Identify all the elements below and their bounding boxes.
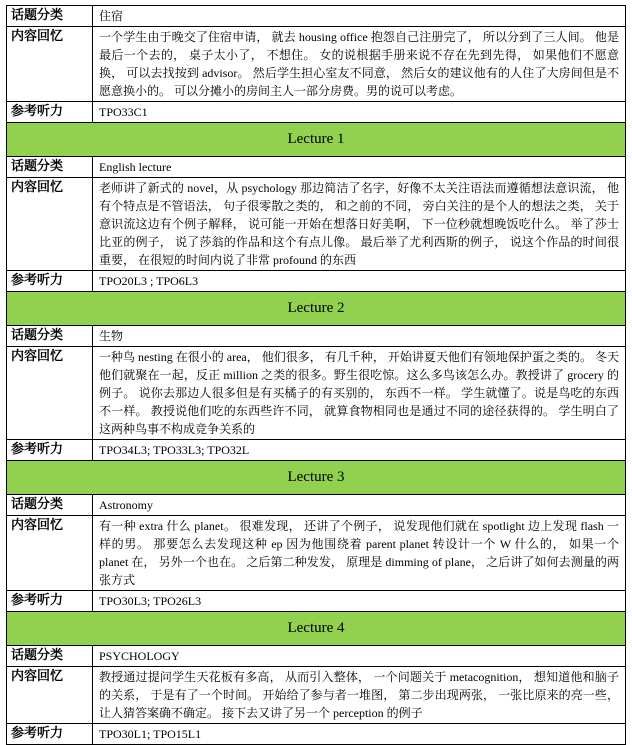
conversation-content-row — [7, 27, 626, 102]
topic-label: 话题分类 — [7, 6, 93, 27]
lecture-2-header — [7, 292, 626, 326]
lecture-2-content-row — [7, 347, 626, 440]
conversation-reference: TPO33C1 — [93, 102, 626, 123]
conversation-topic-row — [7, 6, 626, 27]
lecture-topic: PSYCHOLOGY — [93, 646, 626, 667]
content-label: 内容回忆 — [7, 27, 93, 102]
document-page — [6, 5, 626, 745]
lecture-2-reference-row — [7, 440, 626, 461]
reference-label: 参考听力 — [7, 102, 93, 123]
lecture-topic: English lecture — [93, 157, 626, 178]
lecture-title: Lecture 2 — [7, 292, 626, 326]
lecture-1-reference-row — [7, 271, 626, 292]
lecture-4-reference-row — [7, 724, 626, 745]
content-label: 内容回忆 — [7, 516, 93, 591]
lecture-2-topic-row — [7, 326, 626, 347]
lecture-reference: TPO20L3 ; TPO6L3 — [93, 271, 626, 292]
lecture-content: 一种鸟 nesting 在很小的 area， 他们很多， 有几千种， 开始讲夏天他们有领地保护蛋之类的。 冬天他们就聚在一起，反正 million 之类的很多。野生很吃惊。这么多鸟该怎么办。教授讲了 grocery 的例子。 说你去那边人很多但是有买橘子的有买别的， 东西不一样。 学生就懂了。说是鸟吃的东西不一样。 教授说他们吃的东西些许不同， 就算食物相同也是通过不同的途径获得的。 学生明白了这两种鸟事不构成竞争关系的 — [93, 347, 626, 440]
lecture-4-topic-row — [7, 646, 626, 667]
reference-label: 参考听力 — [7, 440, 93, 461]
content-label: 内容回忆 — [7, 667, 93, 724]
lecture-topic: 生物 — [93, 326, 626, 347]
reference-label: 参考听力 — [7, 591, 93, 612]
lecture-reference: TPO30L3; TPO26L3 — [93, 591, 626, 612]
conversation-content: 一个学生由于晚交了住宿申请， 就去 housing office 抱怨自己注册完了， 所以分到了三人间。 他是最后一个去的， 桌子太小了， 不想住。 女的说根据手册来说不存在先到先得， 如果他们不愿意换， 可以去找按到 advisor。 然后学生担心室友不同意， 然后女的建议他有的人住了大房间但是不愿意换小的。 可以分摊小的房间主人一部分房费。男的说可以考虑。 — [93, 27, 626, 102]
content-label: 内容回忆 — [7, 347, 93, 440]
lecture-content: 教授通过提问学生天花板有多高， 从而引入整体， 一个问题关于 metacognition， 想知道他和脑子的关系， 于是有了一个时间。 开始给了参与者一堆图， 第二步出现两张， 一张比原来的亮一些，让人猜答案确不确定。 接下去又讲了另一个 perception 的例子 — [93, 667, 626, 724]
reference-label: 参考听力 — [7, 271, 93, 292]
lecture-4-header — [7, 612, 626, 646]
reference-label: 参考听力 — [7, 724, 93, 745]
lecture-title: Lecture 4 — [7, 612, 626, 646]
listening-recall-table — [6, 5, 626, 745]
lecture-reference: TPO30L1; TPO15L1 — [93, 724, 626, 745]
lecture-1-content-row — [7, 178, 626, 271]
lecture-title: Lecture 1 — [7, 123, 626, 157]
conversation-reference-row — [7, 102, 626, 123]
lecture-reference: TPO34L3; TPO33L3; TPO32L — [93, 440, 626, 461]
topic-label: 话题分类 — [7, 495, 93, 516]
topic-label: 话题分类 — [7, 326, 93, 347]
lecture-content: 老师讲了新式的 novel，从 psychology 那边简洁了名字，好像不太关注语法而遵循想法意识流， 他有个特点是不管语法， 句子很零散之类的， 和之前的不同， 旁白关注的是个人的想法之类， 关于意识流这边有个例子解释， 说可能一开始在想落日好美啊， 下一位秒就想晚饭吃什么。 举了莎士比亚的例子， 说了莎翁的作品和这个有点儿像。 最后举了尤利西斯的例子， 说这个作品的时间很重要， 在很短的时间内说了非常 profound 的东西 — [93, 178, 626, 271]
lecture-title: Lecture 3 — [7, 461, 626, 495]
lecture-3-topic-row — [7, 495, 626, 516]
lecture-3-reference-row — [7, 591, 626, 612]
conversation-topic: 住宿 — [93, 6, 626, 27]
lecture-3-header — [7, 461, 626, 495]
topic-label: 话题分类 — [7, 646, 93, 667]
lecture-3-content-row — [7, 516, 626, 591]
lecture-1-header — [7, 123, 626, 157]
lecture-1-topic-row — [7, 157, 626, 178]
content-label: 内容回忆 — [7, 178, 93, 271]
topic-label: 话题分类 — [7, 157, 93, 178]
lecture-topic: Astronomy — [93, 495, 626, 516]
lecture-content: 有一种 extra 什么 planet。 很难发现， 还讲了个例子， 说发现他们就在 spotlight 边上发现 flash 一样的男。 那要怎么去发现这种 ep 因为他围绕着 parent planet 转设计一个 W 什么的， 如果一个 planet 在， 另外一个也在。 之后第二种发发， 原理是 dimming of plane， 之后讲了如何去测量的两张方式 — [93, 516, 626, 591]
